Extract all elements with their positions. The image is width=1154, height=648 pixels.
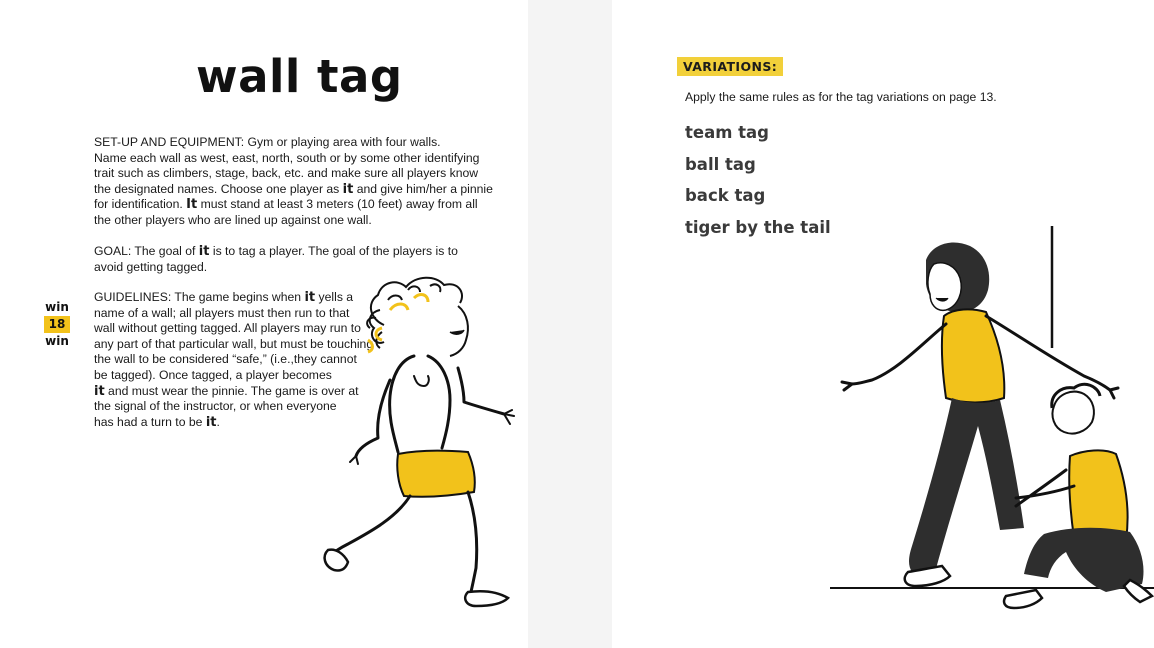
adult-pants — [909, 398, 1024, 576]
folio-top-label: win — [45, 300, 69, 314]
child-legs — [330, 492, 477, 596]
paragraph-line — [94, 244, 458, 260]
running-child-illustration — [318, 270, 528, 620]
it-emphasis: it — [304, 290, 316, 305]
adult-face — [928, 263, 961, 311]
variation-item: back tag — [685, 186, 766, 205]
variation-item: tiger by the tail — [685, 217, 831, 237]
variations-intro: Apply the same rules as for the tag variations on page 13. — [685, 90, 997, 104]
child-seated-arms — [1016, 470, 1074, 506]
line-text: trait such as climbers, stage, back, etc. and make sure all players know — [94, 166, 479, 181]
right-page — [612, 0, 1154, 648]
line-text: and must wear the pinnie. The game is over at — [104, 383, 359, 398]
variation-item: ball tag — [685, 154, 756, 174]
line-text: GUIDELINES: The game begins when — [94, 290, 305, 304]
left-page — [0, 0, 528, 648]
variations-list — [685, 117, 831, 243]
variation-item: team tag — [685, 123, 769, 142]
it-emphasis: it — [198, 244, 210, 259]
page-number: 18 — [44, 316, 70, 333]
paragraph-line — [94, 197, 493, 213]
page-title: wall tag — [196, 50, 403, 103]
child-seated-shoe-right — [1124, 580, 1152, 602]
line-text: must stand at least 3 meters (10 feet) away from all — [197, 197, 478, 212]
child-body — [350, 356, 514, 464]
line-text: is to tag a player. The goal of the players is to — [209, 244, 458, 258]
page-folio — [44, 300, 70, 349]
child-shoes — [325, 550, 508, 606]
line-text: avoid getting tagged. — [94, 259, 208, 274]
line-text: the signal of the instructor, or when everyone — [94, 399, 337, 414]
line-text: name of a wall; all players must then run to that — [94, 305, 350, 320]
line-text: any part of that particular wall, but must be touching — [94, 336, 374, 351]
child-shorts — [397, 451, 475, 497]
adult-vest — [942, 309, 1004, 402]
folio-bottom-label: win — [45, 334, 69, 348]
line-text: the other players who are lined up against one wall. — [94, 212, 372, 227]
paragraph-line — [94, 135, 493, 151]
paragraph-line — [94, 182, 493, 198]
line-text: has had a turn to be — [94, 414, 206, 429]
line-text: the wall to be considered “safe,” (i.e.,they cannot — [94, 352, 357, 367]
child-hair — [367, 278, 462, 348]
paragraph-line — [94, 151, 493, 167]
line-text: Name each wall as west, east, north, south or by some other identifying — [94, 150, 480, 165]
it-emphasis: It — [186, 197, 198, 213]
it-emphasis: it — [342, 181, 354, 197]
line-text: SET-UP AND EQUIPMENT: Gym or playing area with four walls. — [94, 135, 441, 149]
it-emphasis: it — [205, 414, 217, 430]
page-gutter — [528, 0, 612, 648]
child-seated-shoe — [1004, 590, 1042, 608]
line-text: wall without getting tagged. All players may run to — [94, 321, 361, 336]
line-text: yells a — [315, 290, 354, 304]
line-text: and give him/her a pinnie — [353, 181, 493, 196]
adults-illustration — [830, 220, 1154, 648]
paragraph-line — [94, 166, 493, 182]
variations-heading: VARIATIONS: — [677, 57, 783, 76]
line-text: . — [216, 414, 220, 429]
line-text: GOAL: The goal of — [94, 244, 199, 258]
setup-paragraph — [94, 135, 493, 229]
child-seated-pants — [1024, 528, 1144, 592]
line-text: be tagged). Once tagged, a player becomes — [94, 367, 332, 382]
paragraph-line — [94, 213, 493, 229]
line-text: for identification. — [94, 197, 187, 212]
line-text: the designated names. Choose one player as — [94, 181, 343, 196]
it-emphasis: it — [94, 383, 105, 399]
child-mouth — [450, 330, 464, 334]
child-seated-face — [1052, 392, 1093, 434]
